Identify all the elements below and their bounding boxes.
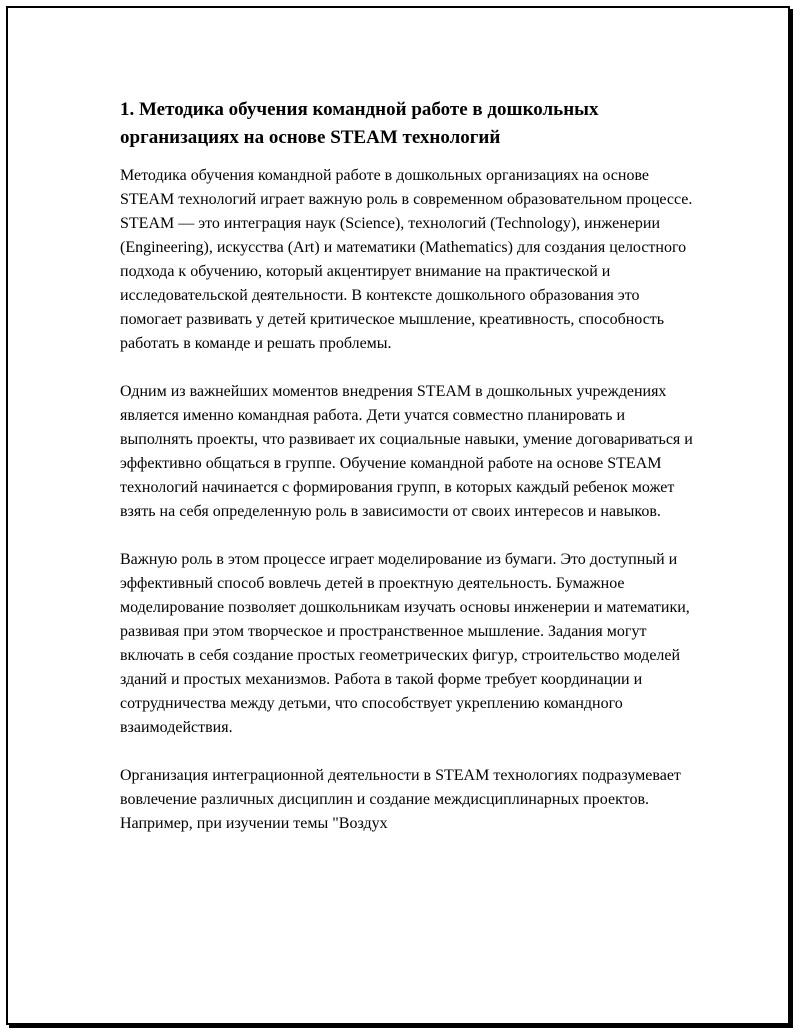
paragraph-paper-modeling: Важную роль в этом процессе играет моделирование из бумаги. Это доступный и эффективный способ вовлечь детей в проектную деятельность. Бумажное моделирование позволяет дошкольникам изучать основы инженерии и математики, развивая при этом творческое и пространственное мышление. Задания могут включать в себя создание простых геометрических фигур, строительство моделей зданий и простых механизмов. Работа в такой форме требует координации и сотрудничества между детьми, что способствует укреплению командного взаимодействия.: [120, 551, 690, 736]
paragraph-teamwork: Одним из важнейших моментов внедрения STEAM в дошкольных учреждениях является именно командная работа. Дети учатся совместно планировать и выполнять проекты, что развивает их социальные навыки, умение договариваться и эффективно общаться в группе. Обучение командной работе на основе STEAM технологий начинается с формирования групп, в которых каждый ребенок может взять на себя определенную роль в зависимости от своих интересов и навыков.: [120, 383, 693, 520]
document-body: [120, 96, 700, 860]
document-page: [6, 6, 790, 1025]
paragraph-integration: Организация интеграционной деятельности в STEAM технологиях подразумевает вовлечение различных дисциплин и создание междисциплинарных проектов. Например, при изучении темы "Воздух: [120, 767, 681, 832]
paragraph-intro: Методика обучения командной работе в дошкольных организациях на основе STEAM технологий играет важную роль в современном образовательном процессе. STEAM — это интеграция наук (Science), технологий (Technology), инженерии (Engineering), искусства (Art) и математики (Mathematics) для создания целостного подхода к обучению, который акцентирует внимание на практической и исследовательской деятельности. В контексте дошкольного образования это помогает развивать у детей критическое мышление, креативность, способность работать в команде и решать проблемы.: [120, 167, 693, 352]
section-heading: 1. Методика обучения командной работе в дошкольных организациях на основе STEAM технологий: [120, 99, 599, 148]
